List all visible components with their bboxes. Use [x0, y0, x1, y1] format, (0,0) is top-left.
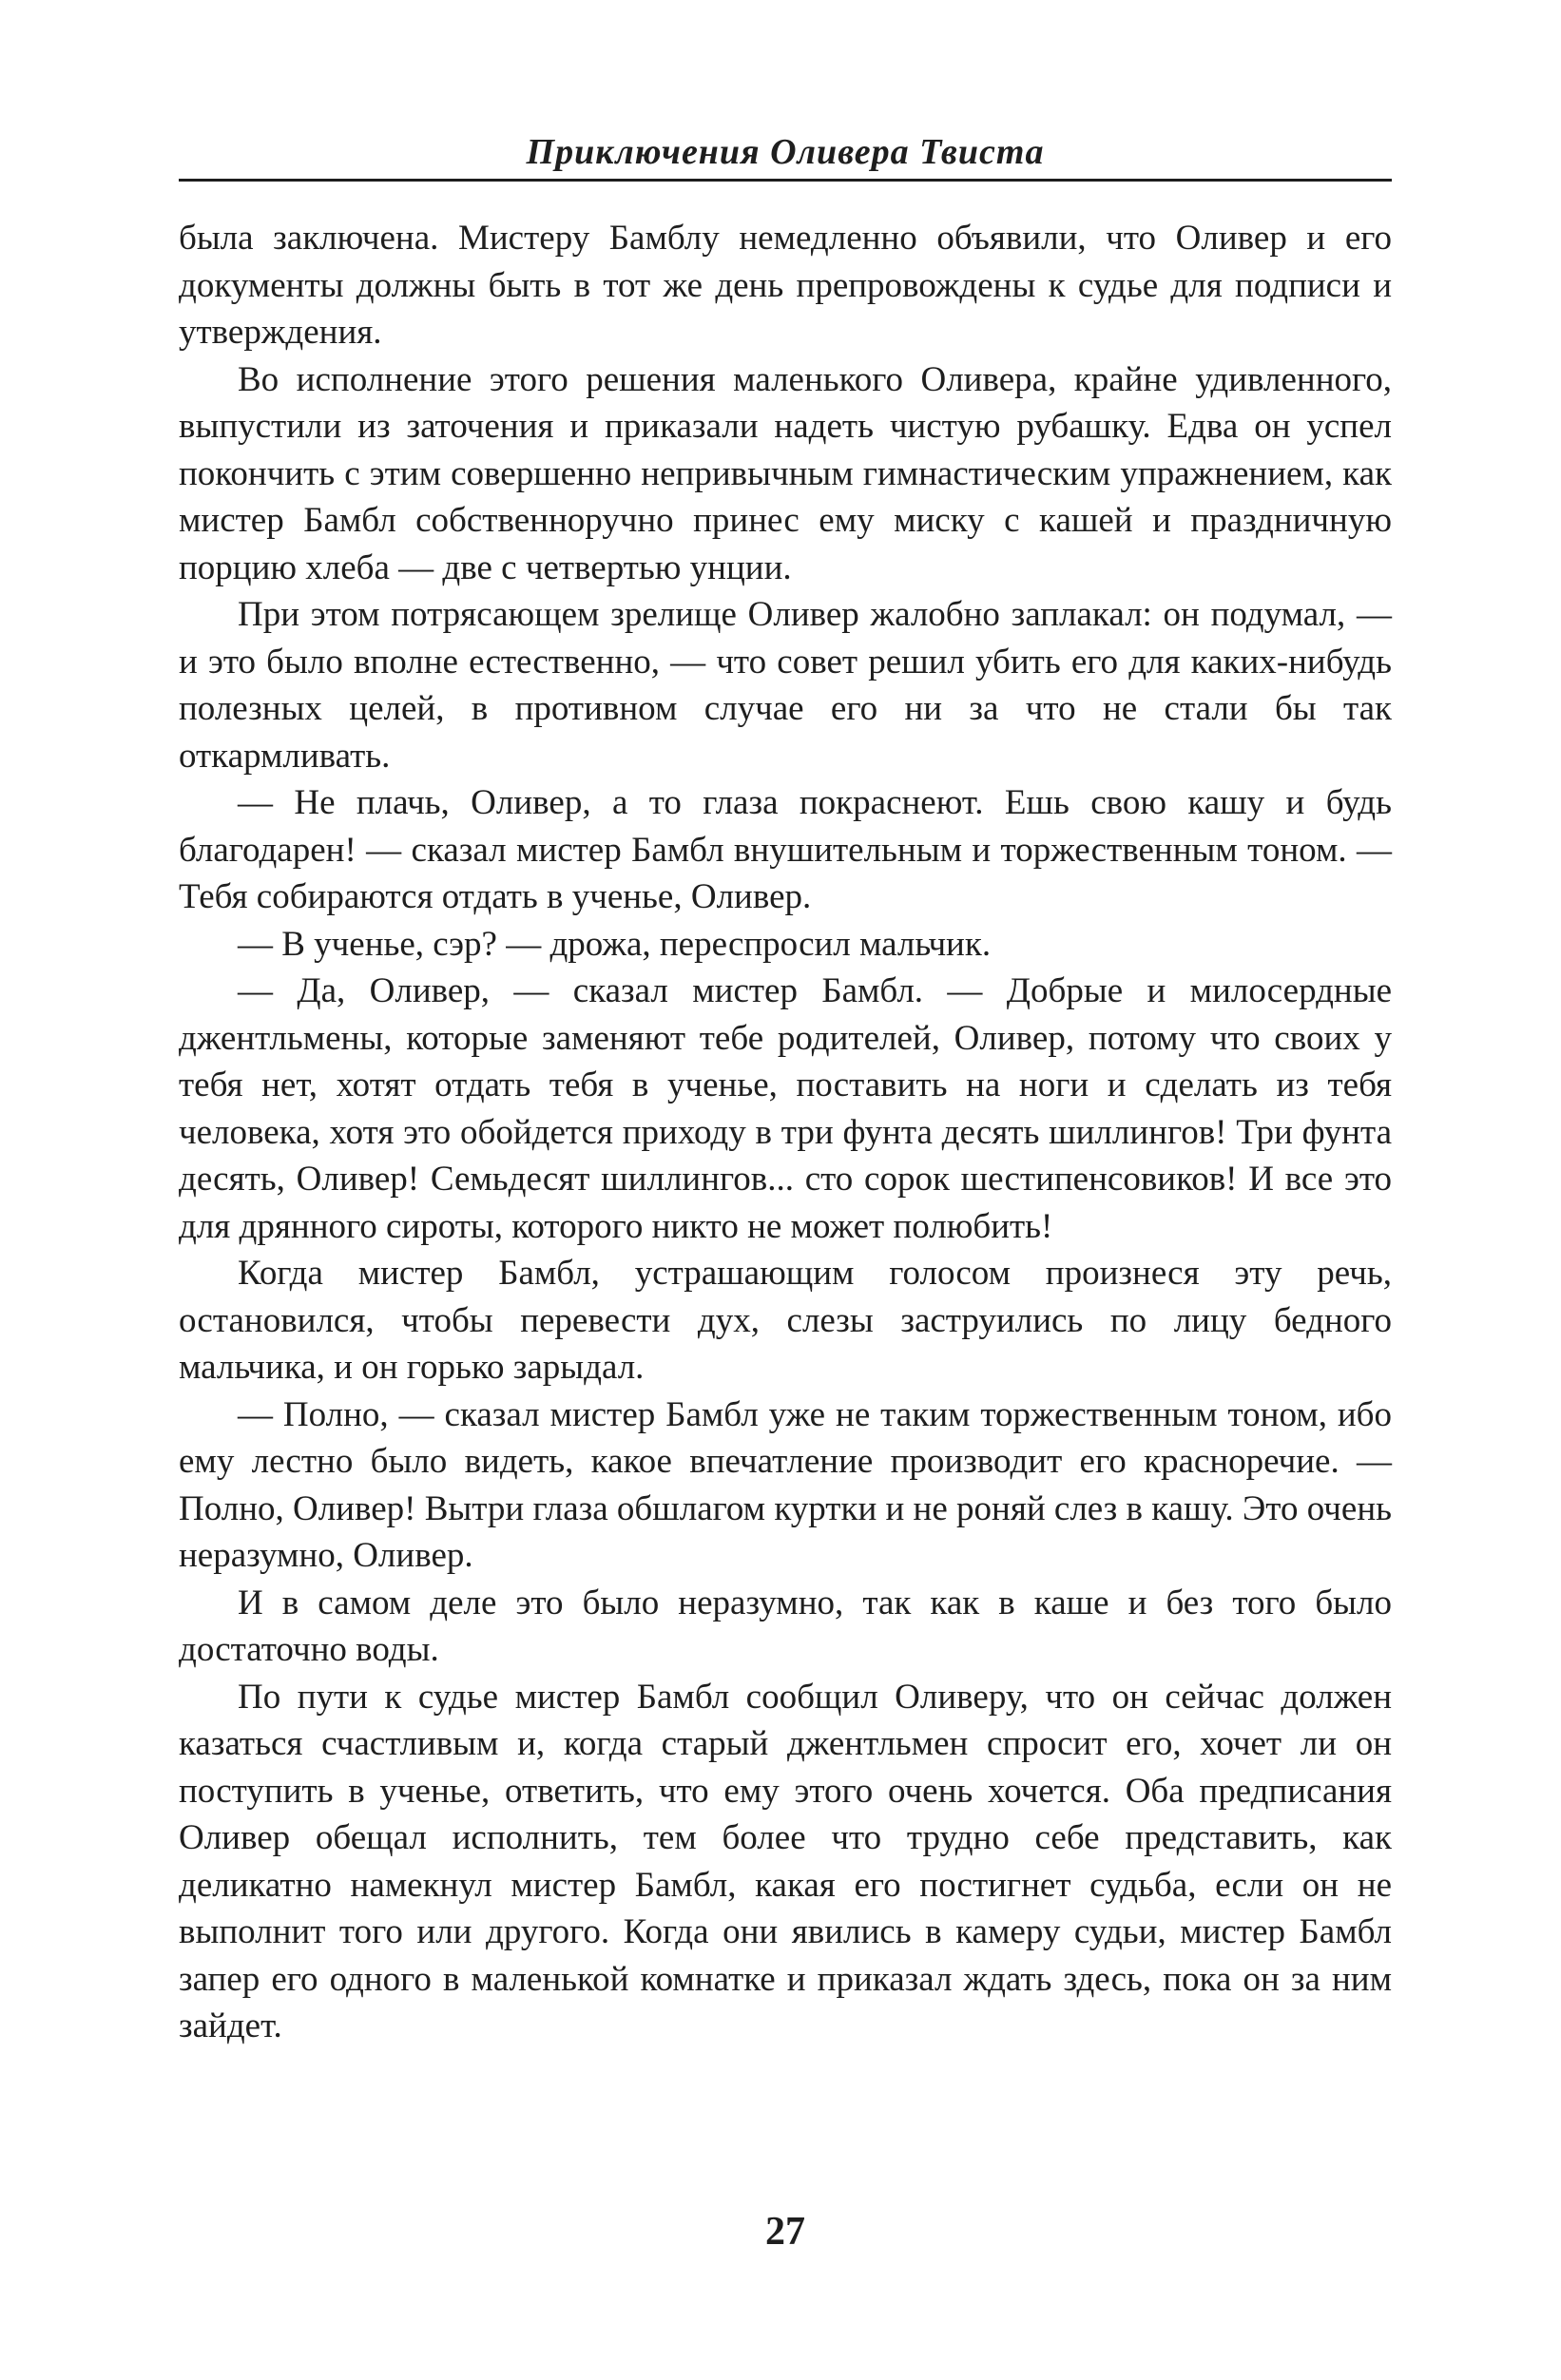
body-text	[179, 215, 1392, 2050]
running-head: Приключения Оливера Твиста	[526, 132, 1045, 172]
dialogue-paragraph: — Полно, — сказал мистер Бамбл уже не таким торжественным тоном, ибо ему лестно было видеть, какое впечатление производит его красноречие. — Полно, Оливер! Вытри глаза обшлагом куртки и не роняй слез в кашу. Это очень неразумно, Оливер.	[179, 1394, 1392, 1575]
paragraph-continued: была заключена. Мистеру Бамблу немедленно объявили, что Оливер и его документы должны быть в тот же день препровождены к судье для подписи и утверждения.	[179, 219, 1392, 352]
dialogue-paragraph: — Да, Оливер, — сказал мистер Бамбл. — Добрые и милосердные джентльмены, которые заменяют тебе родителей, Оливер, потому что своих у тебя нет, хотят отдать тебя в ученье, поставить на ноги и сделать из тебя человека, хотя это обойдется приходу в три фунта десять шиллингов! Три фунта десять, Оливер! Семьдесят шиллингов... сто сорок шестипенсовиков! И все это для дрянного сироты, которого никто не может полюбить!	[179, 971, 1392, 1246]
dialogue-paragraph: — Не плачь, Оливер, а то глаза покраснеют. Ешь свою кашу и будь благодарен! — сказал мистер Бамбл внушительным и торжественным тоном. — Тебя собираются отдать в ученье, Оливер.	[179, 783, 1392, 916]
header-rule	[179, 179, 1392, 182]
paragraph: По пути к судье мистер Бамбл сообщил Оливеру, что он сейчас должен казаться счастливым и, когда старый джентльмен спросит его, хочет ли он поступить в ученье, ответить, что ему этого очень хочется. Оба предписания Оливер обещал исполнить, тем более что трудно себе представить, как деликатно намекнул мистер Бамбл, какая его постигнет судьба, если он не выполнит того или другого. Когда они явились в камеру судьи, мистер Бамбл запер его одного в маленькой комнатке и приказал ждать здесь, пока он за ним зайдет.	[179, 1677, 1392, 2045]
paragraph: Во исполнение этого решения маленького Оливера, крайне удивленного, выпустили из заточения и приказали надеть чистую рубашку. Едва он успел покончить с этим совершенно непривычным гимнастическим упражнением, как мистер Бамбл собственноручно принес ему миску с кашей и праздничную порцию хлеба — две с четвертью унции.	[179, 359, 1392, 587]
page-number: 27	[765, 2210, 805, 2254]
dialogue-paragraph: — В ученье, сэр? — дрожа, переспросил мальчик.	[238, 924, 992, 964]
paragraph: И в самом деле это было неразумно, так как в каше и без того было достаточно воды.	[179, 1583, 1392, 1669]
paragraph: Когда мистер Бамбл, устрашающим голосом произнеся эту речь, остановился, чтобы перевести дух, слезы заструились по лицу бедного мальчика, и он горько зарыдал.	[179, 1254, 1392, 1387]
paragraph: При этом потрясающем зрелище Оливер жалобно заплакал: он подумал, — и это было вполне естественно, — что совет решил убить его для каких-нибудь полезных целей, в противном случае его ни за что не стали бы так откармливать.	[179, 595, 1392, 776]
